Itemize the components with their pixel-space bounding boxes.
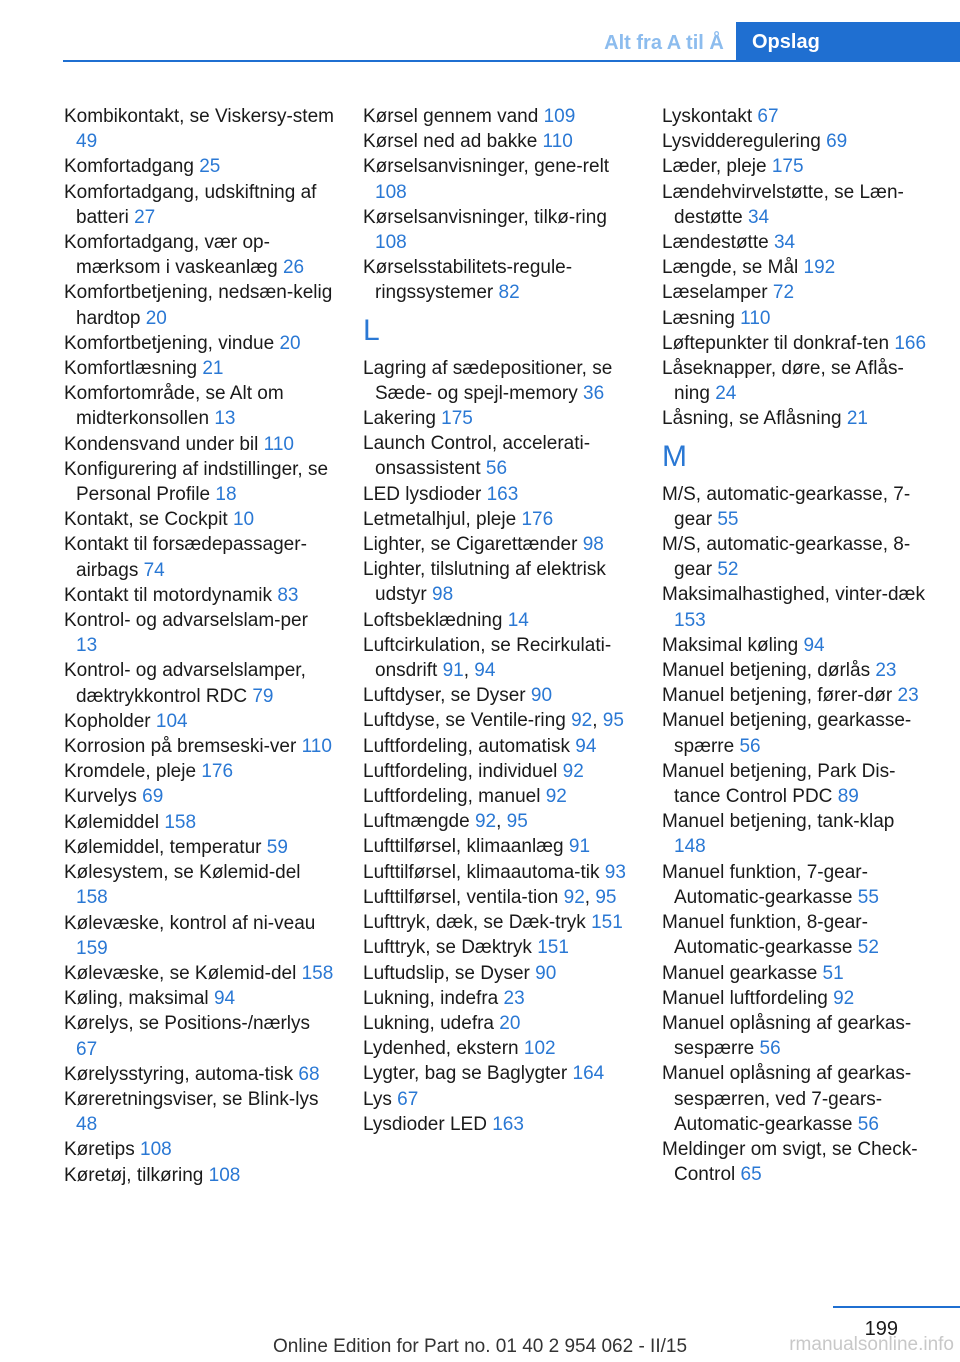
index-entry (363, 683, 631, 708)
page-link[interactable]: 104 (155, 710, 188, 732)
index-entry-term: Læsning (662, 307, 735, 329)
page-link[interactable]: 56 (857, 1113, 879, 1135)
index-entry-term: Kontrol- og advarselslamper, dæktrykkontrol RDC (64, 660, 306, 707)
page-link[interactable]: 69 (142, 786, 164, 808)
index-entry-term: Luftudslip, se Dyser (363, 962, 530, 984)
index-entry-term: Lakering (363, 408, 436, 430)
index-entry-term: Kontakt, se Cockpit (64, 509, 228, 531)
page-link[interactable]: 92 (545, 786, 567, 808)
index-entry-term: Luftcirkulation, se Recirkulati-onsdrift (363, 634, 612, 682)
page-link[interactable]: 90 (535, 962, 557, 984)
page-link[interactable]: 20 (145, 307, 167, 329)
edition-footer: Online Edition for Part no. 01 40 2 954 062 - II/15 (272, 1336, 688, 1357)
page-link[interactable]: 92 (571, 710, 593, 732)
page-link[interactable]: 95 (506, 811, 528, 833)
index-entry (363, 104, 631, 129)
index-entry (662, 154, 930, 179)
index-entry (363, 431, 631, 481)
index-entry-term: Manuel betjening, Park Dis-tance Control PDC (662, 760, 896, 808)
index-entry (64, 658, 334, 708)
page-link[interactable]: 176 (521, 508, 554, 530)
index-entry (64, 709, 334, 734)
index-entry-term: Manuel luftfordeling (662, 987, 828, 1009)
index-entry (662, 331, 930, 356)
index-entry (662, 129, 930, 154)
page-link[interactable]: 21 (202, 358, 224, 380)
index-entry (363, 1112, 631, 1137)
index-entry (662, 582, 930, 632)
index-entry-term: Kølesystem, se Kølemid-del (64, 862, 301, 884)
index-entry (662, 809, 930, 859)
index-entry-term: Manuel betjening, gearkasse-spærre (662, 710, 912, 757)
index-entry (662, 961, 930, 986)
index-entry-term: Kontakt til motordynamik (64, 584, 273, 606)
index-entry (64, 381, 334, 431)
index-entry (662, 986, 930, 1011)
index-entry (363, 860, 631, 885)
page-link[interactable]: 94 (575, 735, 597, 757)
index-entry (363, 1011, 631, 1036)
index-entry-term: LED lysdioder (363, 483, 482, 505)
page-link[interactable]: 109 (543, 106, 576, 127)
index-entry-term: Lygter, bag se Baglygter (363, 1063, 568, 1085)
index-entry-term: Loftsbeklædning (363, 609, 503, 631)
index-entry-term: Lufttilførsel, klimaautoma-tik (363, 861, 600, 883)
page-link[interactable]: 158 (76, 887, 108, 909)
index-entry-term: Launch Control, accelerati-onsassistent (363, 433, 591, 480)
index-entry (64, 784, 334, 809)
page-link[interactable]: 98 (432, 584, 454, 606)
index-entry-term: Luftmængde (363, 811, 470, 833)
page-link[interactable]: 163 (492, 1113, 524, 1135)
index-entry (64, 104, 334, 154)
index-entry (363, 961, 631, 986)
page-link[interactable]: 90 (530, 685, 553, 707)
index-entry-term: Letmetalhjul, pleje (363, 508, 517, 530)
index-entry-term: Lighter, se Cigarettænder (363, 534, 578, 556)
index-entry-term: Længde, se Mål (662, 257, 799, 279)
index-entry (662, 406, 930, 431)
index-entry (363, 482, 631, 507)
page-link[interactable]: 163 (486, 483, 519, 505)
page-link[interactable]: 69 (826, 131, 848, 153)
page-link[interactable]: 92 (474, 811, 497, 833)
index-entry-term: Kørselsanvisninger, tilkø-ring (363, 206, 607, 228)
index-entry-term: Kromdele, pleje (64, 761, 197, 783)
index-entry-term: Konfigurering af indstillinger, se Personal Profile (64, 458, 329, 506)
page-link[interactable]: 108 (375, 181, 407, 203)
watermark: rmanualsonline.info (789, 1334, 954, 1355)
index-entry (363, 532, 631, 557)
index-entry-term: Luftdyse, se Ventile-ring (363, 710, 566, 732)
page-link[interactable]: 110 (740, 307, 771, 329)
index-entry (64, 986, 334, 1011)
index-entry-term: Lysdioder LED (363, 1113, 487, 1135)
page-link[interactable]: 95 (602, 710, 624, 732)
page-link[interactable]: 91 (568, 836, 591, 858)
page-link[interactable]: 67 (76, 1038, 98, 1060)
index-entry (64, 154, 334, 179)
index-entry (662, 1061, 930, 1137)
index-entry-term: Læselamper (662, 282, 768, 304)
index-entry-term: Manuel oplåsning af gearkas-sespærren, ved 7-gears-Automatic-gearkasse (662, 1063, 912, 1135)
index-entry (363, 633, 631, 683)
index-entry (662, 532, 930, 582)
page-link[interactable]: 23 (875, 660, 897, 682)
page-link[interactable]: 82 (498, 282, 520, 304)
index-entry-term: Meldinger om svigt, se Check-Control (662, 1138, 918, 1186)
page-link[interactable]: 52 (857, 937, 879, 959)
page-link[interactable]: 51 (822, 962, 844, 984)
page-link[interactable]: 72 (772, 282, 795, 304)
index-entry (363, 834, 631, 859)
page-link[interactable]: 55 (857, 886, 879, 908)
index-entry (363, 986, 631, 1011)
index-entry (662, 683, 930, 708)
index-entry (363, 1036, 631, 1061)
index-entry (363, 1061, 631, 1086)
index-entry-term: Manuel betjening, dørlås (662, 660, 871, 682)
index-entry-term: Køretips (64, 1139, 135, 1161)
page-link[interactable]: 23 (503, 987, 525, 1009)
index-entry (64, 835, 334, 860)
index-entry-term: Komfortadgang (64, 156, 194, 178)
index-entry-term: Manuel gearkasse (662, 962, 818, 984)
index-column-1 (64, 104, 334, 1188)
index-entry (662, 759, 930, 809)
page-link[interactable]: 55 (717, 508, 739, 530)
page-link[interactable]: 59 (266, 836, 288, 858)
index-entry-term: Låseknapper, døre, se Aflås-ning (662, 358, 904, 405)
page-separator: , (584, 886, 591, 908)
index-entry-term: Kopholder (64, 710, 151, 732)
page-separator: , (496, 811, 502, 833)
page-link[interactable]: 148 (674, 836, 706, 858)
index-entry-term: Kølemiddel (64, 811, 160, 833)
page-link[interactable]: 110 (542, 131, 573, 153)
index-entry-term: Lydenhed, ekstern (363, 1038, 519, 1060)
index-entry-term: Køreretningsviser, se Blink-lys (64, 1088, 319, 1110)
page-link[interactable]: 79 (252, 685, 274, 707)
index-entry (363, 784, 631, 809)
page-link[interactable]: 158 (164, 811, 197, 833)
index-entry-term: Kurvelys (64, 786, 137, 808)
index-entry (363, 809, 631, 834)
page-link[interactable]: 95 (595, 886, 617, 908)
page-link[interactable]: 151 (591, 912, 623, 934)
page-link[interactable]: 20 (499, 1012, 521, 1034)
index-entry (64, 532, 334, 582)
index-entry (662, 658, 930, 683)
index-entry (64, 860, 334, 910)
page-link[interactable]: 110 (301, 736, 332, 758)
index-entry (64, 331, 334, 356)
index-entry (64, 734, 334, 759)
index-entry-term: Komfortadgang, udskiftning af batteri (64, 181, 317, 228)
page-link[interactable]: 89 (837, 786, 859, 808)
index-entry-term: Komfortområde, se Alt om midterkonsollen (64, 383, 284, 430)
index-entry-term: M/S, automatic-gearkasse, 8-gear (662, 534, 911, 581)
index-entry-term: Lukning, indefra (363, 987, 499, 1009)
index-entry-term: Kørsel ned ad bakke (363, 131, 538, 153)
index-entry (662, 180, 930, 230)
index-letter-heading: L (363, 313, 380, 347)
index-entry (64, 608, 334, 658)
index-entry (363, 759, 631, 784)
page-link[interactable]: 14 (507, 609, 529, 631)
index-entry-term: Lagring af sædepositioner, se Sæde- og spejl-memory (363, 357, 613, 404)
index-entry-term: Lufttilførsel, klimaanlæg (363, 836, 564, 858)
index-entry (662, 280, 930, 305)
index-entry-term: Lyskontakt (662, 106, 753, 127)
page-link[interactable]: 176 (201, 761, 234, 783)
index-entry-term: Korrosion på bremseski-ver (64, 736, 297, 758)
page-link[interactable]: 48 (76, 1114, 98, 1136)
page-link[interactable]: 13 (214, 408, 236, 430)
index-entry-term: Manuel oplåsning af gearkas-sespærre (662, 1012, 912, 1060)
index-entry (662, 860, 930, 910)
index-entry (662, 356, 930, 406)
index-entry-term: Lufttryk, se Dæktryk (363, 937, 532, 959)
index-entry-term: Kørelys, se Positions-/nærlys (64, 1013, 311, 1035)
footer-rule (833, 1306, 960, 1308)
index-entry-term: Lufttilførsel, ventila-tion (363, 886, 559, 908)
index-letter-heading: M (662, 439, 687, 473)
page-link[interactable]: 36 (583, 382, 605, 404)
index-column-2 (363, 104, 631, 1137)
index-entry (64, 583, 334, 608)
index-entry-term: Luftfordeling, individuel (363, 760, 558, 782)
page-link[interactable]: 175 (771, 156, 804, 178)
index-entry-term: Kørsel gennem vand (363, 106, 539, 127)
page-link[interactable]: 92 (563, 886, 585, 908)
index-entry (363, 885, 631, 910)
index-entry-term: Kølevæske, kontrol af ni-veau (64, 912, 316, 934)
index-entry (64, 280, 334, 330)
page-separator: , (592, 710, 598, 732)
index-entry (363, 910, 631, 935)
page-link[interactable]: 166 (894, 332, 927, 354)
index-entry-term: Manuel betjening, tank-klap (662, 811, 895, 833)
index-entry (363, 205, 631, 255)
index-entry (64, 507, 334, 532)
page-link[interactable]: 102 (523, 1038, 556, 1060)
index-entry (662, 306, 930, 331)
index-entry-term: Kondensvand under bil (64, 433, 259, 455)
index-entry (64, 810, 334, 835)
page-link[interactable]: 108 (375, 232, 407, 254)
page-link[interactable]: 153 (674, 609, 706, 631)
index-entry (64, 1163, 334, 1188)
index-entry-term: Lufttryk, dæk, se Dæk-tryk (363, 912, 586, 934)
index-entry (662, 230, 930, 255)
index-entry-term: Komfortbetjening, vindue (64, 332, 275, 354)
index-entry (363, 356, 631, 406)
page-link[interactable]: 67 (397, 1088, 419, 1110)
index-entry (662, 255, 930, 280)
index-entry (662, 1011, 930, 1061)
index-entry (363, 406, 631, 431)
page-link[interactable]: 21 (846, 408, 868, 430)
page-link[interactable]: 67 (757, 106, 779, 127)
page-link[interactable]: 10 (232, 509, 255, 531)
page-link[interactable]: 98 (582, 534, 604, 556)
page-link[interactable]: 56 (485, 458, 508, 480)
index-entry-term: Kølevæske, se Kølemid-del (64, 962, 297, 984)
page-link[interactable]: 175 (441, 408, 473, 430)
index-entry (64, 180, 334, 230)
page-link[interactable]: 94 (474, 660, 496, 682)
page-link[interactable]: 108 (208, 1164, 241, 1186)
index-entry (64, 911, 334, 961)
page-link[interactable]: 13 (76, 635, 98, 657)
page-link[interactable]: 192 (803, 257, 836, 279)
index-entry-term: Kontakt til forsædepassager-airbags (64, 534, 307, 581)
index-entry-term: Maksimal køling (662, 634, 799, 656)
page-link[interactable]: 49 (76, 131, 98, 153)
page-link[interactable]: 26 (282, 257, 305, 279)
index-entry-term: Køretøj, tilkøring (64, 1164, 204, 1186)
index-entry-term: Kontrol- og advarselslam-per (64, 610, 308, 632)
index-entry-term: Luftfordeling, automatisk (363, 735, 571, 757)
index-entry (363, 507, 631, 532)
page-link[interactable]: 92 (562, 760, 584, 782)
index-entry-term: Manuel betjening, fører-dør (662, 685, 893, 707)
page-link[interactable]: 34 (773, 232, 796, 254)
index-entry (363, 608, 631, 633)
page-link[interactable]: 65 (740, 1164, 762, 1186)
index-entry-term: M/S, automatic-gearkasse, 7-gear (662, 483, 911, 530)
index-entry-term: Komfortbetjening, nedsæn-kelig hardtop (64, 282, 333, 329)
index-entry (363, 129, 631, 154)
page-link[interactable]: 68 (298, 1063, 320, 1085)
index-entry (64, 457, 334, 507)
page-link[interactable]: 34 (747, 206, 770, 228)
lookup-tab[interactable]: Opslag (736, 22, 960, 62)
index-entry (64, 759, 334, 784)
index-entry (662, 1137, 930, 1187)
index-entry (662, 910, 930, 960)
page-link[interactable]: 164 (572, 1063, 605, 1085)
page-link[interactable]: 108 (140, 1139, 172, 1161)
page-link[interactable]: 92 (833, 987, 855, 1009)
index-entry (363, 1087, 631, 1112)
index-entry (363, 935, 631, 960)
index-entry-term: Løftepunkter til donkraf-ten (662, 332, 890, 354)
index-entry-term: Lukning, udefra (363, 1012, 494, 1034)
index-entry-term: Lys (363, 1088, 392, 1110)
page-link[interactable]: 151 (537, 937, 569, 959)
index-entry-term: Kørselsstabilitets-regule-ringssystemer (363, 257, 573, 304)
index-entry-term: Kørelysstyring, automa-tisk (64, 1063, 294, 1085)
index-entry (662, 633, 930, 658)
index-entry-term: Luftdyser, se Dyser (363, 685, 526, 707)
index-entry (662, 708, 930, 758)
index-entry (363, 557, 631, 607)
index-entry (64, 1087, 334, 1137)
page-separator: , (463, 660, 470, 682)
index-entry-term: Låsning, se Aflåsning (662, 408, 842, 430)
index-entry (64, 961, 334, 986)
index-entry (363, 255, 631, 305)
page-link[interactable]: 56 (739, 735, 761, 757)
index-entry (363, 154, 631, 204)
index-entry-term: Læder, pleje (662, 156, 767, 178)
index-entry (64, 230, 334, 280)
index-column-3 (662, 104, 930, 1187)
index-entry-term: Lændestøtte (662, 232, 769, 254)
index-entry-term: Maksimalhastighed, vinter-dæk (662, 584, 925, 606)
page-link[interactable]: 94 (803, 634, 825, 656)
page-link[interactable]: 52 (717, 559, 739, 581)
page-link[interactable]: 23 (897, 685, 919, 707)
index-entry (662, 104, 930, 129)
page-link[interactable]: 83 (277, 584, 299, 606)
page-link[interactable]: 25 (199, 156, 221, 178)
index-entry-term: Lændehvirvelstøtte, se Læn-destøtte (662, 181, 904, 228)
page-link[interactable]: 159 (76, 937, 108, 959)
index-entry-term: Lighter, tilslutning af elektrisk udstyr (363, 559, 606, 606)
index-entry-term: Kombikontakt, se Viskersy-stem (64, 106, 334, 127)
page-link[interactable]: 91 (442, 660, 464, 682)
index-entry-term: Køling, maksimal (64, 988, 209, 1010)
page-link[interactable]: 20 (279, 332, 301, 354)
index-entry-term: Komfortlæsning (64, 358, 198, 380)
page-link[interactable]: 93 (604, 861, 626, 883)
index-entry (64, 356, 334, 381)
page-link[interactable]: 94 (213, 988, 236, 1010)
index-entry (363, 708, 631, 733)
index-entry (662, 482, 930, 532)
page-link[interactable]: 27 (134, 206, 156, 228)
index-entry (64, 1137, 334, 1162)
index-entry-term: Manuel funktion, 8-gear-Automatic-gearkasse (662, 912, 868, 959)
index-entry (64, 432, 334, 457)
index-entry (64, 1062, 334, 1087)
index-entry-term: Kørselsanvisninger, gene-relt (363, 156, 610, 178)
index-entry (363, 734, 631, 759)
index-entry-term: Komfortadgang, vær op-mærksom i vaskeanlæg (64, 232, 278, 279)
index-entry (64, 1011, 334, 1061)
page-link[interactable]: 158 (301, 962, 334, 984)
page-number: 199 (864, 1318, 898, 1340)
index-entry-term: Kølemiddel, temperatur (64, 836, 262, 858)
section-tab[interactable]: Alt fra A til Å (604, 32, 724, 54)
page-link[interactable]: 110 (263, 433, 294, 455)
page-link[interactable]: 18 (215, 484, 237, 506)
page-link[interactable]: 24 (715, 383, 737, 405)
page-link[interactable]: 56 (759, 1038, 781, 1060)
index-entry-term: Lysvidderegulering (662, 131, 821, 153)
page-link[interactable]: 74 (143, 559, 165, 581)
index-entry-term: Luftfordeling, manuel (363, 786, 541, 808)
index-entry-term: Manuel funktion, 7-gear-Automatic-gearkasse (662, 861, 868, 908)
